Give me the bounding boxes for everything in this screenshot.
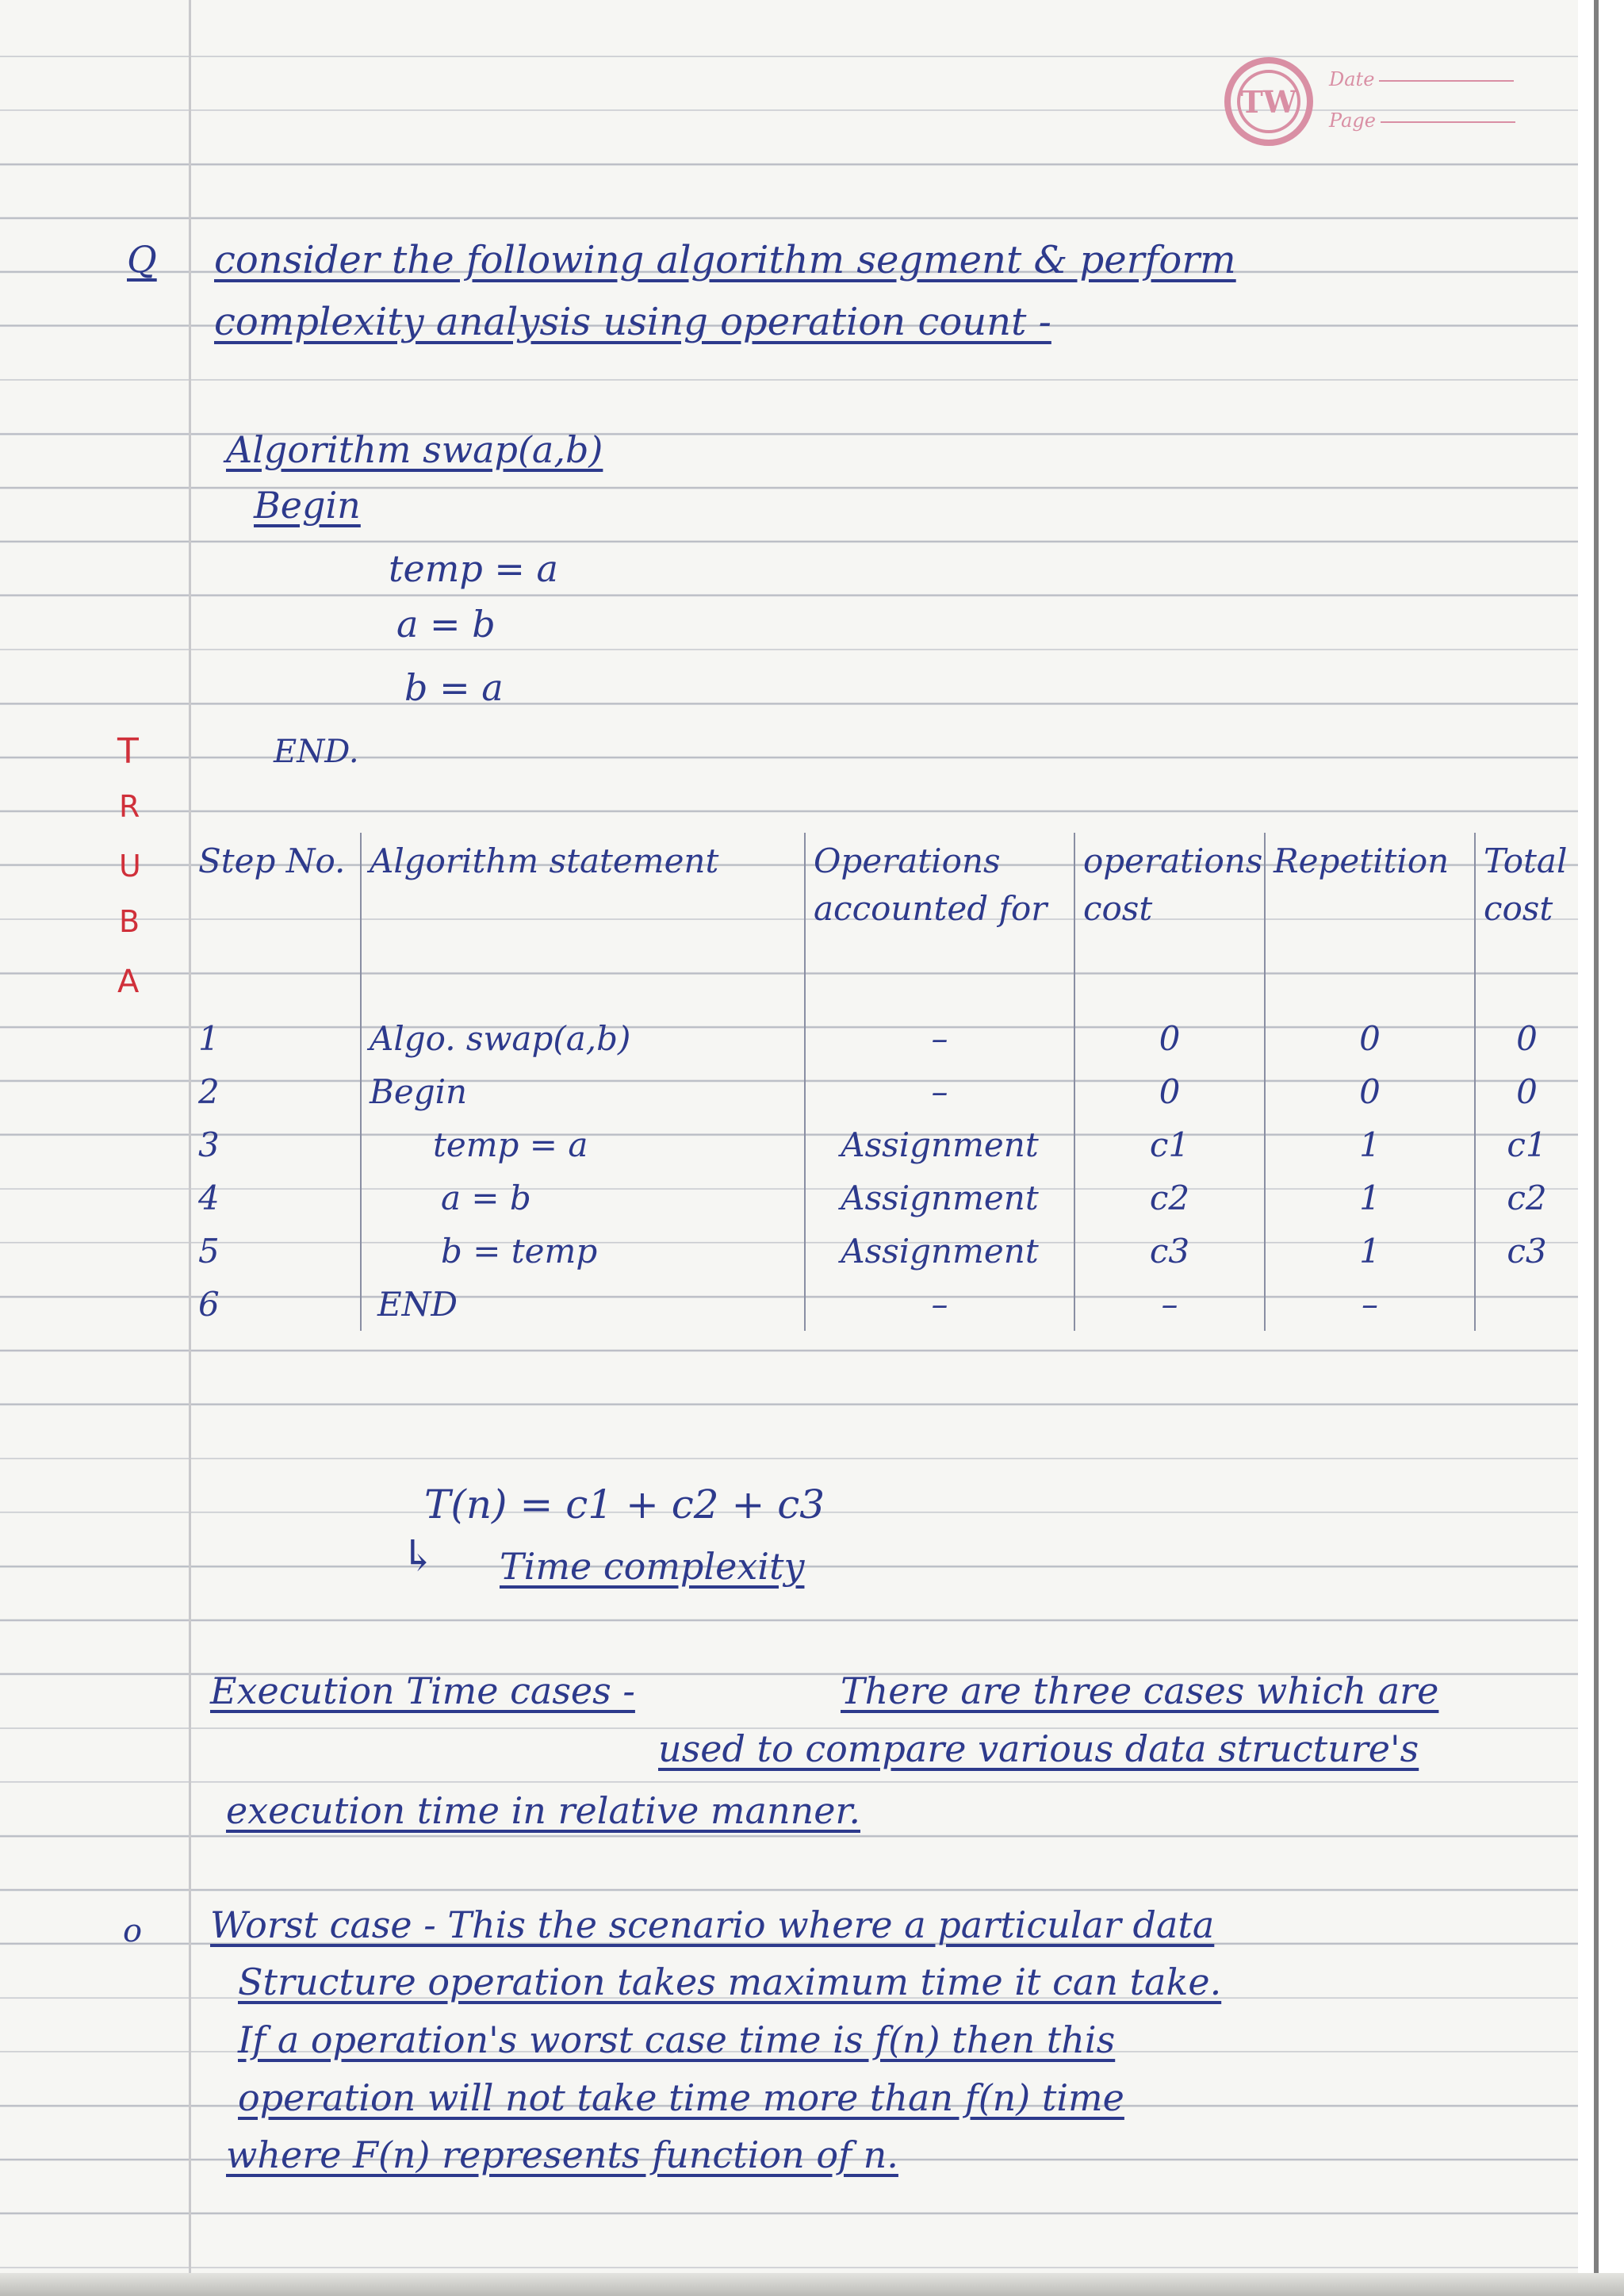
cell-step: 5 [198,1232,220,1271]
cell-total: c1 [1475,1118,1578,1171]
question-line-1: consider the following algorithm segment & perform [214,238,1236,282]
cell-step: 1 [198,1019,220,1058]
page-edge [1578,0,1624,2296]
cell-step: 6 [198,1285,220,1324]
header-statement: Algorithm statement [361,833,805,1012]
table-row [190,1171,1578,1225]
cell-total: 0 [1475,1065,1578,1118]
binding-edge [1594,0,1599,2296]
margin-letter-a: A [117,964,140,1000]
time-complexity-label: Time complexity [500,1545,805,1588]
cell-statement: b = temp [361,1225,805,1278]
table-row [190,1225,1578,1278]
cell-repetition: – [1265,1278,1475,1331]
header-operations: Operations accounted for [805,833,1074,1012]
cell-repetition: 0 [1265,1012,1475,1065]
header-repetition: Repetition [1265,833,1475,1012]
cell-operation: – [805,1278,1074,1331]
time-formula: T(n) = c1 + c2 + c3 [424,1481,825,1527]
cell-repetition: 0 [1265,1065,1475,1118]
algorithm-end: END. [274,734,359,770]
cell-repetition: 1 [1265,1225,1475,1278]
page-number-field [1329,109,1515,132]
cell-operation: Assignment [805,1225,1074,1278]
table-row [190,1118,1578,1171]
worst-case-line-1: Worst case - This the scenario where a particular data [210,1903,1215,1946]
cell-operation: Assignment [805,1171,1074,1225]
margin-letter-t: T [117,731,139,772]
arrow-icon: ↳ [400,1531,437,1581]
cell-step: 4 [198,1179,220,1217]
table-row [190,1278,1578,1331]
algorithm-line-3: b = a [404,666,504,709]
cell-total: c3 [1475,1225,1578,1278]
algorithm-line-1: temp = a [389,547,558,590]
worst-case-bullet: o [123,1913,143,1949]
cell-cost: c3 [1074,1225,1265,1278]
question-line-2: complexity analysis using operation count - [214,300,1051,344]
cell-cost: 0 [1074,1065,1265,1118]
cell-step: 2 [198,1072,220,1111]
worst-case-line-2: Structure operation takes maximum time it can take. [238,1961,1222,2003]
execution-text-3: execution time in relative manner. [226,1789,860,1832]
date-label: Date [1329,68,1375,90]
cell-repetition: 1 [1265,1118,1475,1171]
algorithm-begin: Begin [254,484,361,527]
cell-cost: c1 [1074,1118,1265,1171]
page-label: Page [1329,109,1376,132]
margin-letter-u: U [119,849,141,884]
worst-case-line-3: If a operation's worst case time is f(n) then this [238,2018,1116,2061]
table-row [190,1065,1578,1118]
cell-statement: Begin [361,1065,805,1118]
cell-operation: – [805,1012,1074,1065]
cell-total [1475,1278,1578,1331]
operation-count-table [190,833,1578,1331]
header-cost: operations cost [1074,833,1265,1012]
worst-case-line-4: operation will not take time more than f(n) time [238,2076,1124,2119]
table-row [190,1012,1578,1065]
cell-cost: c2 [1074,1171,1265,1225]
notebook-logo [1221,54,1316,149]
cell-statement: temp = a [361,1118,805,1171]
cell-total: 0 [1475,1012,1578,1065]
cell-operation: Assignment [805,1118,1074,1171]
execution-heading: Execution Time cases - [210,1669,635,1712]
execution-text-1: There are three cases which are [841,1669,1439,1712]
svg-text:TW: TW [1240,84,1297,120]
cell-statement: END [361,1278,805,1331]
algorithm-title: Algorithm swap(a,b) [226,428,603,471]
table-header-row [190,833,1578,1012]
cell-cost: 0 [1074,1012,1265,1065]
worst-case-line-5: where F(n) represents function of n. [226,2133,898,2176]
algorithm-line-2: a = b [396,603,496,646]
header-step-no: Step No. [198,841,346,880]
cell-statement: a = b [361,1171,805,1225]
margin-letter-b: B [119,904,140,939]
cell-repetition: 1 [1265,1171,1475,1225]
header-total-cost: Total cost [1475,833,1578,1012]
cell-operation: – [805,1065,1074,1118]
cell-statement: Algo. swap(a,b) [361,1012,805,1065]
page-bottom-shadow [0,2273,1624,2296]
cell-total: c2 [1475,1171,1578,1225]
cell-cost: – [1074,1278,1265,1331]
cell-step: 3 [198,1125,220,1164]
question-marker: Q [127,238,157,281]
margin-letter-r: R [119,789,140,824]
execution-text-2: used to compare various data structure's [658,1727,1419,1770]
date-field [1329,68,1514,90]
